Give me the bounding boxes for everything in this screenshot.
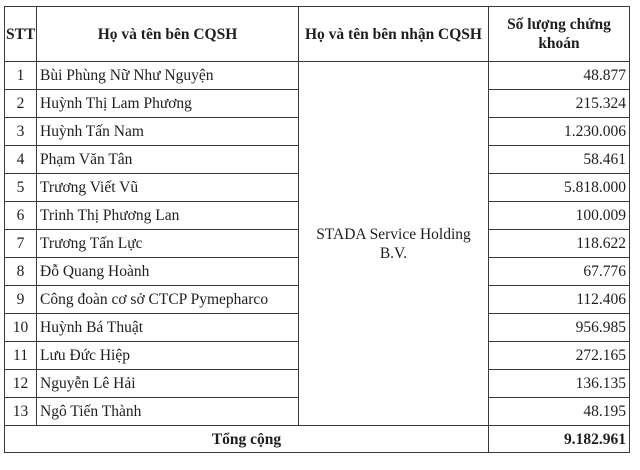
header-stt: STT [5, 7, 37, 62]
row-sender-name: Bùi Phùng Nữ Như Nguyện [37, 62, 299, 90]
row-stt: 11 [5, 342, 37, 370]
row-stt: 5 [5, 174, 37, 202]
total-row [5, 426, 630, 453]
row-sender-name: Đỗ Quang Hoành [37, 258, 299, 286]
row-stt: 3 [5, 118, 37, 146]
table-row [5, 62, 630, 90]
row-quantity: 48.195 [489, 398, 630, 426]
row-quantity: 136.135 [489, 370, 630, 398]
row-sender-name: Huỳnh Thị Lam Phương [37, 90, 299, 118]
row-quantity: 118.622 [489, 230, 630, 258]
row-quantity: 100.009 [489, 202, 630, 230]
row-sender-name: Trương Tấn Lực [37, 230, 299, 258]
row-sender-name: Trinh Thị Phương Lan [37, 202, 299, 230]
row-quantity: 1.230.006 [489, 118, 630, 146]
receiver-name: STADA Service Holding B.V. [299, 62, 489, 426]
row-stt: 9 [5, 286, 37, 314]
row-stt: 6 [5, 202, 37, 230]
row-quantity: 112.406 [489, 286, 630, 314]
header-row [5, 7, 630, 62]
row-sender-name: Ngô Tiến Thành [37, 398, 299, 426]
row-stt: 13 [5, 398, 37, 426]
row-sender-name: Huỳnh Tấn Nam [37, 118, 299, 146]
row-stt: 10 [5, 314, 37, 342]
row-sender-name: Nguyễn Lê Hải [37, 370, 299, 398]
row-sender-name: Trương Viết Vũ [37, 174, 299, 202]
row-sender-name: Lưu Đức Hiệp [37, 342, 299, 370]
row-quantity: 58.461 [489, 146, 630, 174]
row-quantity: 48.877 [489, 62, 630, 90]
row-stt: 1 [5, 62, 37, 90]
header-sender-name: Họ và tên bên CQSH [37, 7, 299, 62]
total-label: Tổng cộng [5, 426, 489, 453]
row-stt: 2 [5, 90, 37, 118]
row-stt: 12 [5, 370, 37, 398]
row-quantity: 67.776 [489, 258, 630, 286]
total-quantity: 9.182.961 [489, 426, 630, 453]
row-sender-name: Huỳnh Bá Thuật [37, 314, 299, 342]
row-stt: 4 [5, 146, 37, 174]
row-stt: 7 [5, 230, 37, 258]
row-quantity: 956.985 [489, 314, 630, 342]
row-sender-name: Phạm Văn Tân [37, 146, 299, 174]
row-sender-name: Công đoàn cơ sở CTCP Pymepharco [37, 286, 299, 314]
row-quantity: 5.818.000 [489, 174, 630, 202]
header-receiver-name: Họ và tên bên nhận CQSH [299, 7, 489, 62]
row-stt: 8 [5, 258, 37, 286]
header-quantity: Số lượng chứng khoán [489, 7, 630, 62]
share-transfer-table [4, 6, 630, 453]
row-quantity: 272.165 [489, 342, 630, 370]
row-quantity: 215.324 [489, 90, 630, 118]
